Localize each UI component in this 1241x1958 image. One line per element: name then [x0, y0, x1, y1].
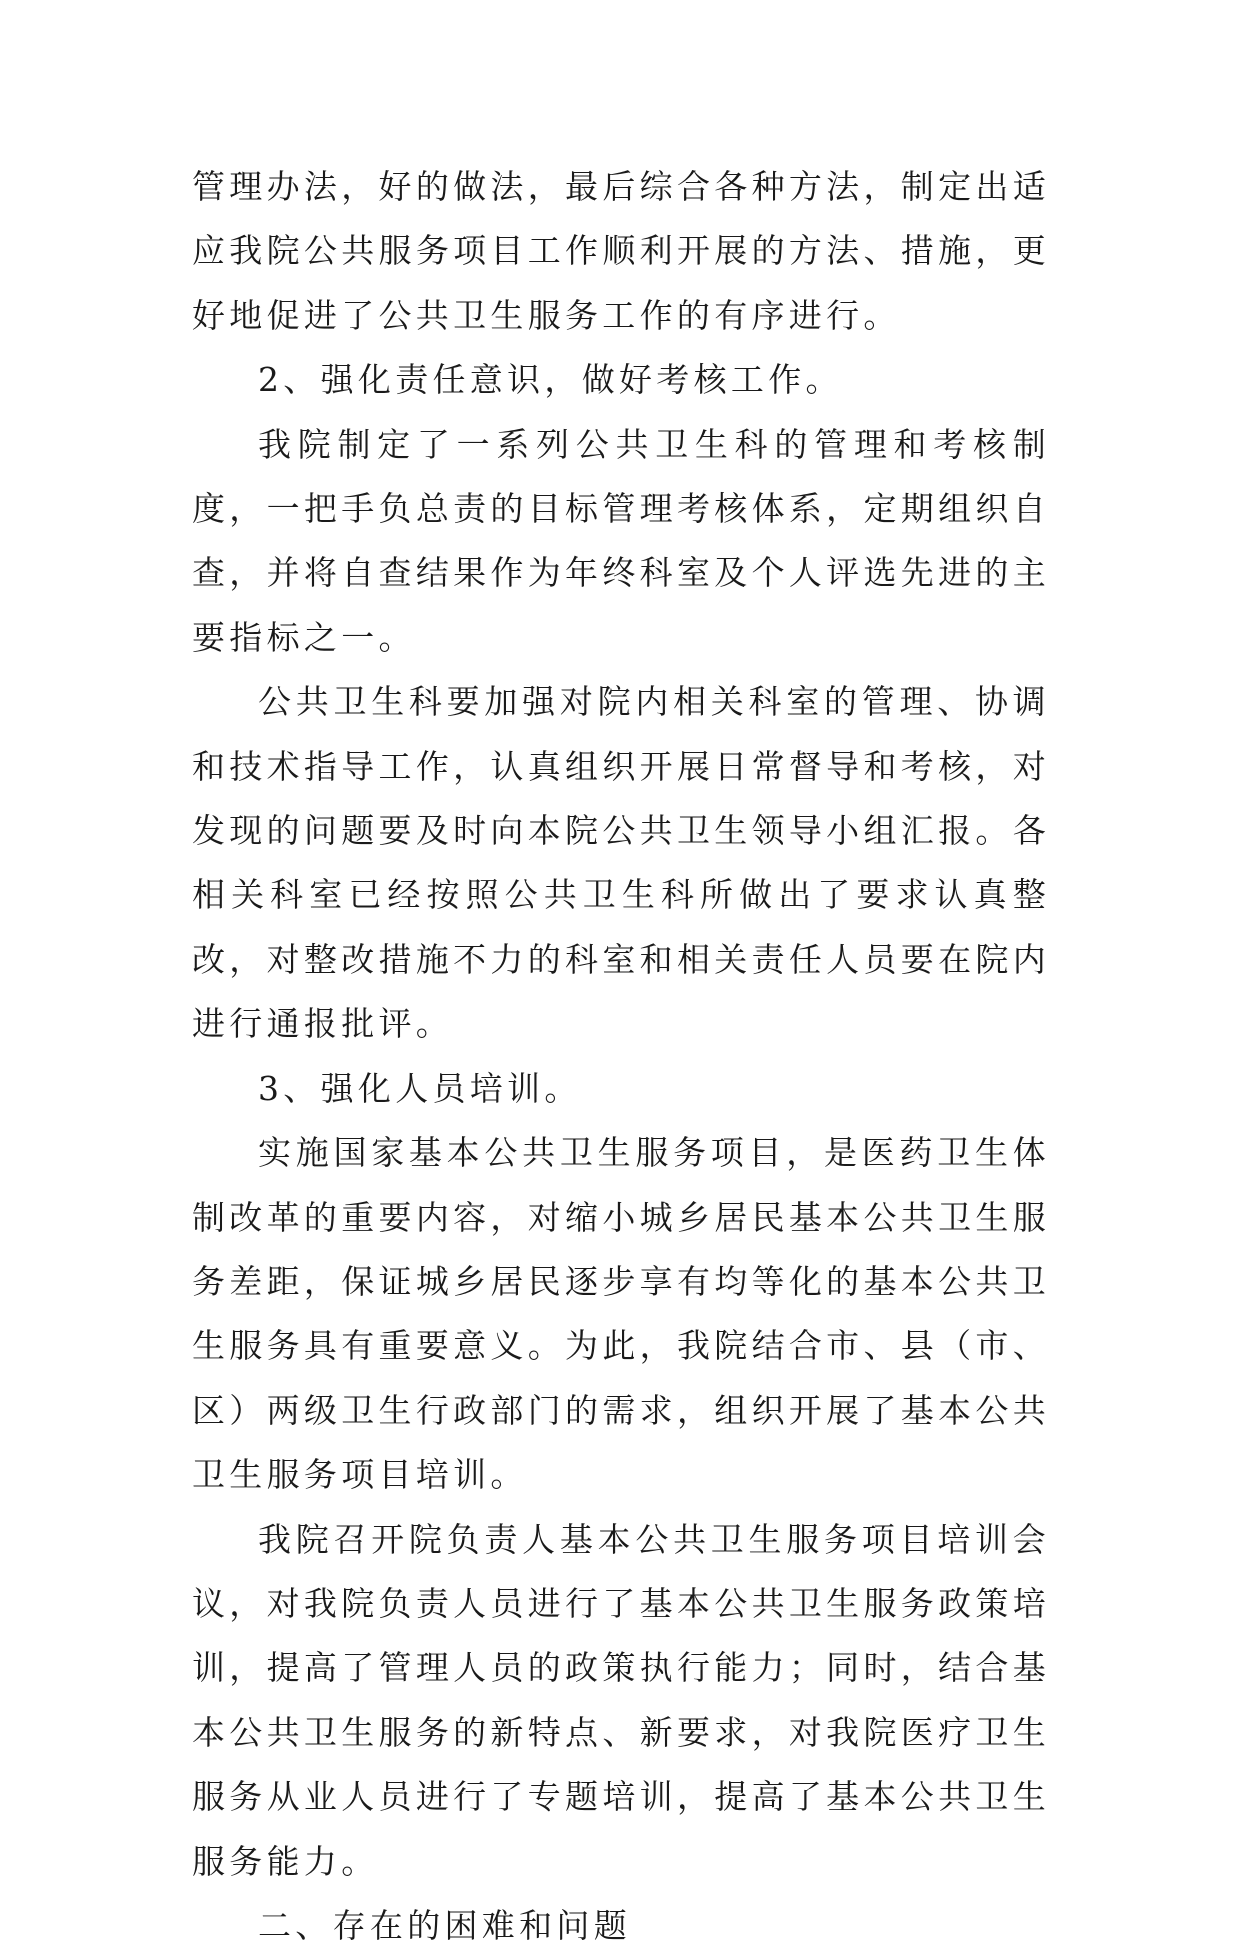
section-heading-difficulties: 二、存在的困难和问题	[258, 1905, 631, 1945]
paragraph-public-health-dept: 公共卫生科要加强对院内相关科室的管理、协调和技术指导工作，认真组织开展日常督导和考核，对发现的问题要及时向本院公共卫生领导小组汇报。各相关科室已经按照公共卫生科所做出了要求认真整改，对整改措施不力的科室和相关责任人员要在院内进行通报批评。	[192, 682, 1050, 1044]
paragraph-training-meeting: 我院召开院负责人基本公共卫生服务项目培训会议，对我院负责人员进行了基本公共卫生服务政策培训，提高了管理人员的政策执行能力；同时，结合基本公共卫生服务的新特点、新要求，对我院医疗卫生服务从业人员进行了专题培训，提高了基本公共卫生服务能力。	[192, 1519, 1050, 1881]
subheading-training: 3、强化人员培训。	[258, 1068, 582, 1108]
paragraph-continuation: 管理办法，好的做法，最后综合各种方法，制定出适应我院公共服务项目工作顺利开展的方法、措施，更好地促进了公共卫生服务工作的有序进行。	[192, 167, 1050, 335]
paragraph-assessment-system: 我院制定了一系列公共卫生科的管理和考核制度，一把手负总责的目标管理考核体系，定期组织自查，并将自查结果作为年终科室及个人评选先进的主要指标之一。	[192, 424, 1050, 657]
document-body	[192, 155, 1050, 1958]
paragraph-national-project: 实施国家基本公共卫生服务项目，是医药卫生体制改革的重要内容，对缩小城乡居民基本公共卫生服务差距，保证城乡居民逐步享有均等化的基本公共卫生服务具有重要意义。为此，我院结合市、县（市、区）两级卫生行政部门的需求，组织开展了基本公共卫生服务项目培训。	[192, 1133, 1050, 1495]
subheading-responsibility: 2、强化责任意识，做好考核工作。	[258, 360, 843, 400]
